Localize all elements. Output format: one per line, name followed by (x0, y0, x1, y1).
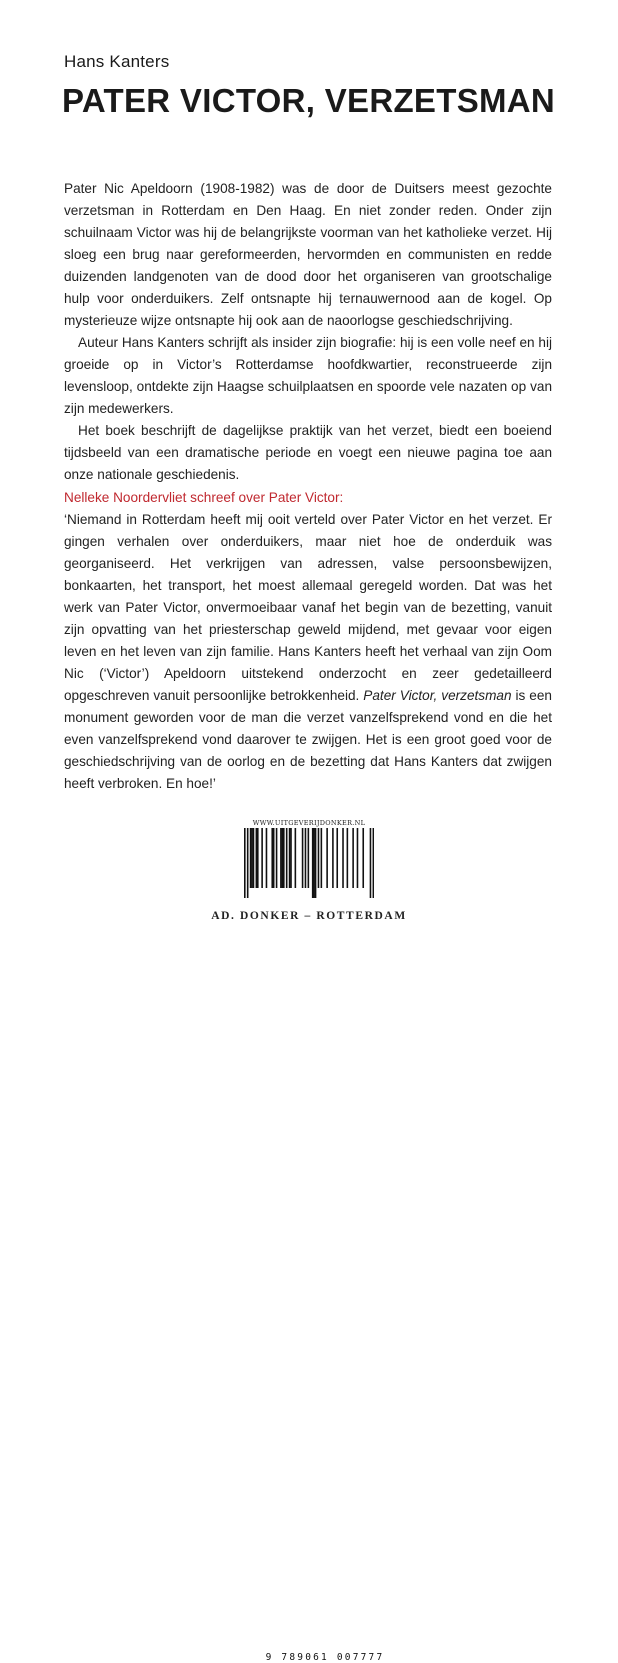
barcode-bar (256, 828, 258, 888)
publisher-imprint: AD. DONKER – ROTTERDAM (211, 910, 407, 922)
barcode-bar (283, 828, 285, 888)
barcode-bars (244, 828, 374, 898)
isbn-number: 9 789061 007777 (265, 1652, 385, 1663)
barcode-bar (286, 828, 288, 888)
barcode-bar (282, 828, 284, 888)
barcode-bar (373, 828, 374, 898)
quote-block (64, 487, 552, 795)
barcode-bar (347, 828, 349, 888)
barcode-bar (295, 828, 297, 888)
barcode-bar (318, 828, 320, 888)
barcode-bar (251, 828, 253, 888)
description-paragraph: Pater Nic Apeldoorn (1908-1982) was de door de Duitsers meest gezochte verzetsman in Rotterdam en Den Haag. En niet zonder reden. Onder zijn schuilnaam Victor was hij de belangrijkste voorman van het katholieke verzet. Hij sloeg een brug naar gereformeerden, hervormden en communisten en redde duizenden landgenoten van de dood door het organiseren van grootschalige hulp voor onderduikers. Zelf ontsnapte hij ternauwernood aan de kogel. Op mysterieuze wijze ontsnapte hij ook aan de naoorlogse geschiedschrijving. (64, 181, 552, 328)
barcode-bar (308, 828, 310, 888)
barcode-bar (244, 828, 246, 898)
barcode-bar (332, 828, 334, 888)
description-paragraph: Auteur Hans Kanters schrijft als insider zijn biografie: hij is een volle neef en hij groeide op in Victor’s Rotterdamse hoofdkwartier, reconstrueerde zijn levensloop, ontdekte zijn Haagse schuilplaatsen en spoorde vele nazaten op van zijn medewerkers. (64, 335, 552, 416)
barcode-bar (315, 828, 317, 898)
author-name: Hans Kanters (64, 52, 170, 71)
book-title: PATER VICTOR, VERZETSMAN (62, 82, 556, 119)
barcode-bar (257, 828, 259, 888)
barcode-bar (362, 828, 364, 888)
quote-book-title: Pater Victor, verzetsman (363, 688, 512, 703)
barcode-bar (312, 828, 314, 898)
barcode-bar (357, 828, 359, 888)
barcode-bar (313, 828, 315, 898)
barcode-bar (342, 828, 344, 888)
description (64, 178, 552, 486)
barcode-bar (289, 828, 291, 888)
quote-text (64, 509, 552, 795)
description-paragraph: Het boek beschrijft de dagelijkse praktijk van het verzet, biedt een boeiend tijdsbeeld van een dramatische periode en voegt een nieuwe pagina toe aan onze nationale geschiedenis. (64, 423, 552, 482)
barcode-bar (370, 828, 372, 898)
barcode-bar (326, 828, 328, 888)
barcode-bar (261, 828, 263, 888)
barcode-url: WWW.UITGEVERIJDONKER.NL (252, 819, 366, 827)
barcode-bar (321, 828, 323, 888)
barcode-bar (247, 828, 249, 898)
barcode-bar (305, 828, 307, 888)
quote-heading: Nelleke Noordervliet schreef over Pater Victor: (64, 490, 344, 505)
barcode-bar (336, 828, 338, 888)
barcode-bar (253, 828, 255, 888)
barcode-bar (266, 828, 268, 888)
barcode-bar (352, 828, 354, 888)
barcode-bar (271, 828, 273, 888)
barcode-bar (290, 828, 292, 888)
quote-text-part: ‘Niemand in Rotterdam heeft mij ooit verteld over Pater Victor en het verzet. Er gingen verhalen over onderduikers, maar niet hoe de onderduik was georganiseerd. Het verkrijgen van adressen, valse persoonsbewijzen, bonkaarten, het transport, het moest allemaal geregeld worden. Dat was het werk van Pater Victor, onvermoeibaar vanaf het begin van de bezetting, vanuit zijn opvatting van het priesterschap geweld mijdend, met gevaar voor eigen leven en het leven van zijn familie. Hans Kanters heeft het verhaal van zijn Oom Nic (‘Victor’) Apeldoorn uitstekend onderzocht en zeer gedetailleerd opgeschreven vanuit persoonlijke betrokkenheid. (64, 512, 552, 703)
quote-text-part: is een monument geworden voor de man die verzet vanzelfsprekend vond en die het even vanzelfsprekend vond daarover te zwijgen. Het is een groot goed voor de geschiedschrijving van de oorlog en de bezetting dat Hans Kanters dat zwijgen heeft verbroken. En hoe!’ (64, 688, 552, 791)
barcode-bar (273, 828, 275, 888)
barcode-bar (276, 828, 278, 888)
barcode-bar (280, 828, 282, 888)
barcode-bar (302, 828, 304, 888)
barcode-bar (250, 828, 252, 888)
